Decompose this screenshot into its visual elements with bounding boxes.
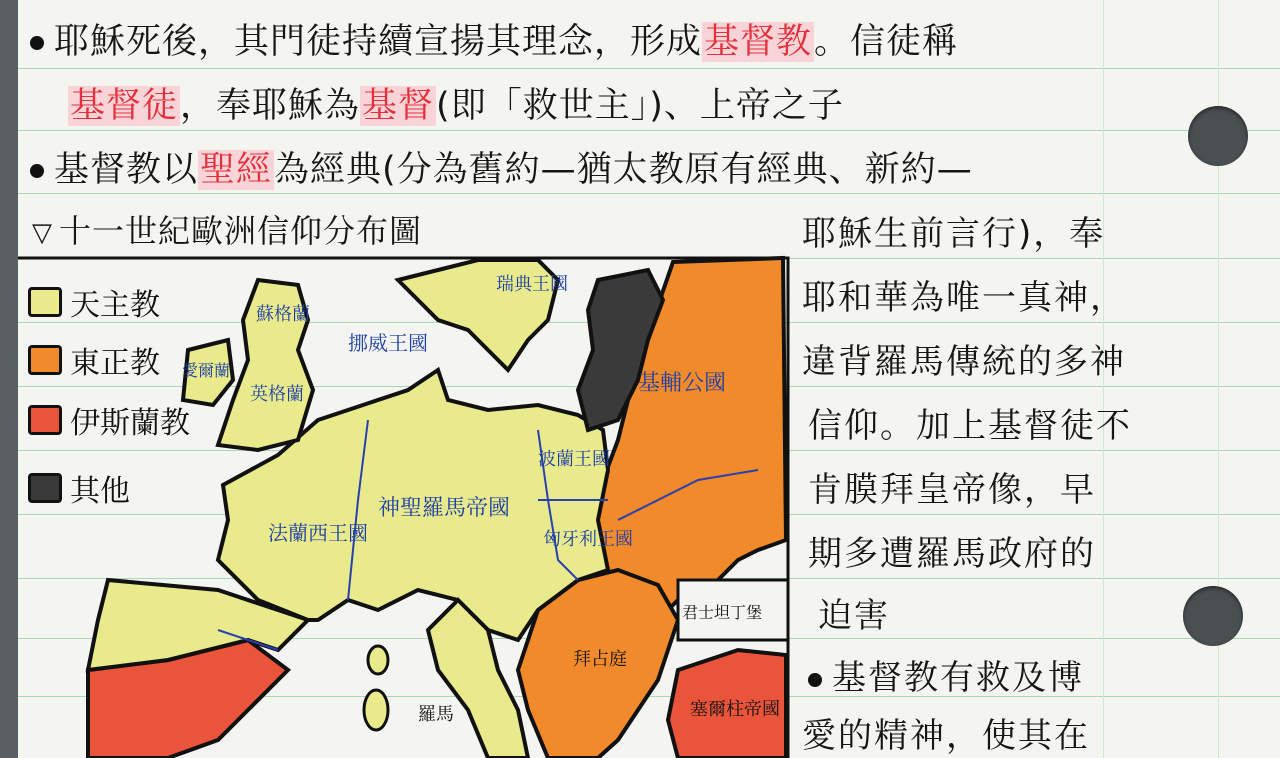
highlight-term: 基督 <box>362 86 435 126</box>
island-sardinia <box>364 690 388 730</box>
legend-item: 伊斯蘭教 <box>28 398 190 442</box>
side-note: 肯膜拜皇帝像，早 <box>808 470 1096 510</box>
side-note: 信仰。加上基督徒不 <box>808 406 1132 446</box>
bullet-icon <box>30 164 44 178</box>
note-line-3: 基督教以聖經為經典(分為舊約—猶太教原有經典、新約— <box>30 142 973 192</box>
note-line-1: 耶穌死後，其門徒持續宣揚其理念，形成基督教。信徒稱 <box>30 14 958 64</box>
highlight-term: 聖經 <box>200 150 273 190</box>
side-note: 基督教有救及博 <box>808 650 1084 699</box>
legend-swatch <box>28 287 62 317</box>
bullet-icon <box>808 673 822 687</box>
label-byzantine: 拜占庭 <box>573 649 627 670</box>
highlight-term: 基督教 <box>704 22 813 62</box>
ruled-line <box>18 130 1280 131</box>
label-scotland: 蘇格蘭 <box>256 304 310 325</box>
bullet-icon <box>30 36 44 50</box>
side-note: 迫害 <box>818 596 890 636</box>
highlight-term: 基督徒 <box>70 86 179 126</box>
label-norway: 挪威王國 <box>348 331 428 355</box>
label-poland: 波蘭王國 <box>538 449 610 470</box>
side-note: 耶穌生前言行)，奉 <box>802 214 1106 254</box>
legend-item: 天主教 <box>28 280 160 324</box>
triangle-icon: ▽ <box>32 218 53 248</box>
label-england: 英格蘭 <box>250 384 304 405</box>
side-note: 期多遭羅馬政府的 <box>808 534 1096 574</box>
label-kiev: 基輔公國 <box>638 371 727 396</box>
label-hre: 神聖羅馬帝國 <box>378 496 511 521</box>
binder-hole <box>1183 586 1243 646</box>
label-rome: 羅馬 <box>418 704 454 725</box>
label-france: 法蘭西王國 <box>268 521 368 545</box>
island-corsica <box>368 646 388 674</box>
legend-swatch <box>28 345 62 375</box>
label-seljuk: 塞爾柱帝國 <box>690 699 780 720</box>
side-note: 愛的精神，使其在 <box>802 716 1090 756</box>
binder-hole <box>1188 106 1248 166</box>
legend-swatch <box>28 405 62 435</box>
note-line-2: 基督徒，奉耶穌為基督(即「救世主」)、上帝之子 <box>70 86 844 126</box>
legend-swatch <box>28 473 62 503</box>
note-card <box>18 0 1280 758</box>
label-sweden: 瑞典王國 <box>496 274 568 295</box>
label-ireland: 愛爾蘭 <box>182 361 231 380</box>
legend-item: 東正教 <box>28 338 160 382</box>
label-constantinople: 君士坦丁堡 <box>682 603 763 622</box>
ruled-line <box>18 68 1280 69</box>
ruled-line <box>18 193 1280 194</box>
legend-item: 其他 <box>28 466 130 510</box>
side-note: 耶和華為唯一真神， <box>802 278 1126 318</box>
side-note: 違背羅馬傳統的多神 <box>802 342 1126 382</box>
label-hungary: 匈牙利王國 <box>543 529 633 550</box>
map-title: ▽ 十一世紀歐洲信仰分布圖 <box>32 212 423 250</box>
